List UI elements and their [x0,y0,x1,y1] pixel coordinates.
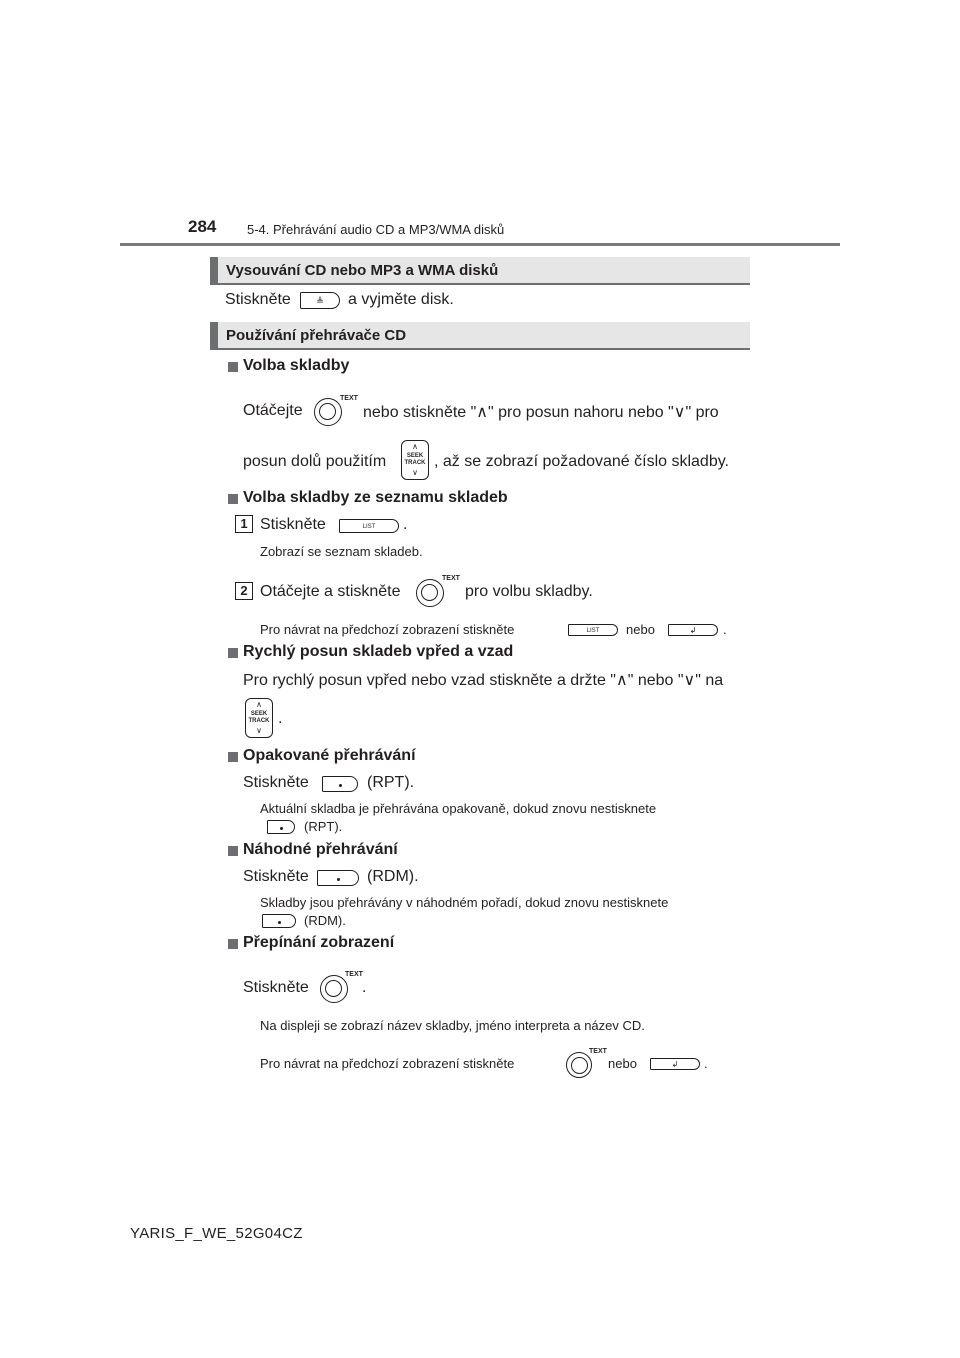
track-select-line1-b: nebo stiskněte "∧" pro posun nahoru nebo "∨" pro [363,404,719,421]
step2-text-a: Otáčejte a stiskněte [260,583,401,600]
back-button-icon [668,624,718,636]
step-1-badge: 1 [235,515,253,533]
page-number: 284 [188,217,217,236]
back-icon: ↲ [671,1060,679,1069]
display-switch-heading: Přepínání zobrazení [243,934,395,951]
eject-text-before: Stiskněte [225,291,291,308]
list-note-a: Pro návrat na předchozí zobrazení stiskněte [260,622,515,637]
rdm-button-icon [262,914,296,928]
bullet-square [228,939,238,949]
track-select-line2-a: posun dolů použitím [243,453,387,470]
track-select-line1-a: Otáčejte [243,402,303,419]
fast-seek-heading: Rychlý posun skladeb vpřed a vzad [243,643,514,660]
bullet-square [228,494,238,504]
repeat-note-a: Aktuální skladba je přehrávána opakovaně, dokud znovu nestisknete [260,801,657,816]
list-button-icon: LIST [339,519,399,533]
tune-knob-icon [314,398,342,426]
seek-track-button-icon [245,698,273,738]
knob-text-label: TEXT [340,395,358,402]
list-button-icon: LIST [568,624,618,636]
bullet-square [228,648,238,658]
step1-text-b: . [403,516,408,533]
footer-code: YARIS_F_WE_52G04CZ [130,1225,303,1242]
chevron-up-icon: ∧ [256,700,262,709]
dot-icon [339,784,342,787]
section-player-title: Používání přehrávače CD [226,327,407,344]
step-2-badge: 2 [235,582,253,600]
bullet-square [228,362,238,372]
chapter-title: 5-4. Přehrávání audio CD a MP3/WMA disků [247,222,505,237]
display-switch-note2-a: Pro návrat na předchozí zobrazení stiskněte [260,1056,515,1071]
bullet-square [228,846,238,856]
knob-text-label: TEXT [345,971,363,978]
track-list-heading: Volba skladby ze seznamu skladeb [243,489,508,506]
track-select-line2-b: , až se zobrazí požadované číslo skladby. [434,453,729,470]
repeat-text-a: Stiskněte [243,774,309,791]
section-eject-header [210,257,750,285]
dot-icon [280,827,283,830]
bullet-square [228,752,238,762]
chevron-up-icon: ∧ [412,442,418,451]
seek-track-label: SEEK TRACK [404,453,426,466]
dot-icon [337,878,340,881]
chevron-down-icon: ∨ [256,726,262,735]
tune-knob-icon [320,975,348,1003]
tune-knob-icon [416,579,444,607]
tune-knob-icon [566,1052,592,1078]
random-note-a: Skladby jsou přehrávány v náhodném pořadí, dokud znovu nestisknete [260,895,669,910]
display-switch-text-a: Stiskněte [243,979,309,996]
fast-seek-line2: . [278,710,283,727]
rpt-button-icon [267,820,295,834]
chevron-down-icon: ∨ [412,468,418,477]
dot-icon [278,921,281,924]
eject-button-icon [300,292,340,309]
display-switch-note2-c: . [704,1056,708,1071]
track-select-heading: Volba skladby [243,357,350,374]
random-heading: Náhodné přehrávání [243,841,398,858]
repeat-note-b: (RPT). [304,819,343,834]
list-note-c: . [723,622,727,637]
random-note-b: (RDM). [304,913,346,928]
display-switch-note2-b: nebo [608,1056,637,1071]
seek-track-label: SEEK TRACK [248,711,270,724]
fast-seek-line1: Pro rychlý posun vpřed nebo vzad stiskněte a držte "∧" nebo "∨" na [243,672,724,689]
display-switch-text-b: . [362,979,367,996]
random-text-b: (RDM). [367,868,419,885]
knob-text-label: TEXT [589,1048,607,1055]
eject-icon: ≜ [316,296,324,306]
section-eject-title: Vysouvání CD nebo MP3 a WMA disků [226,262,499,279]
seek-track-button-icon [401,440,429,480]
rdm-button-icon [317,870,359,886]
knob-text-label: TEXT [442,575,460,582]
step2-text-b: pro volbu skladby. [465,583,593,600]
back-icon: ↲ [689,626,697,635]
rpt-button-icon [322,776,358,792]
section-player-header [210,322,750,350]
step1-text-a: Stiskněte [260,516,326,533]
back-button-icon [650,1058,700,1070]
repeat-text-b: (RPT). [367,774,415,791]
display-switch-note1: Na displeji se zobrazí název skladby, jméno interpreta a název CD. [260,1018,645,1033]
list-note-b: nebo [626,622,655,637]
repeat-heading: Opakované přehrávání [243,747,416,764]
random-text-a: Stiskněte [243,868,309,885]
step1-note: Zobrazí se seznam skladeb. [260,544,423,559]
header-divider [120,243,840,246]
eject-text-after: a vyjměte disk. [348,291,454,308]
